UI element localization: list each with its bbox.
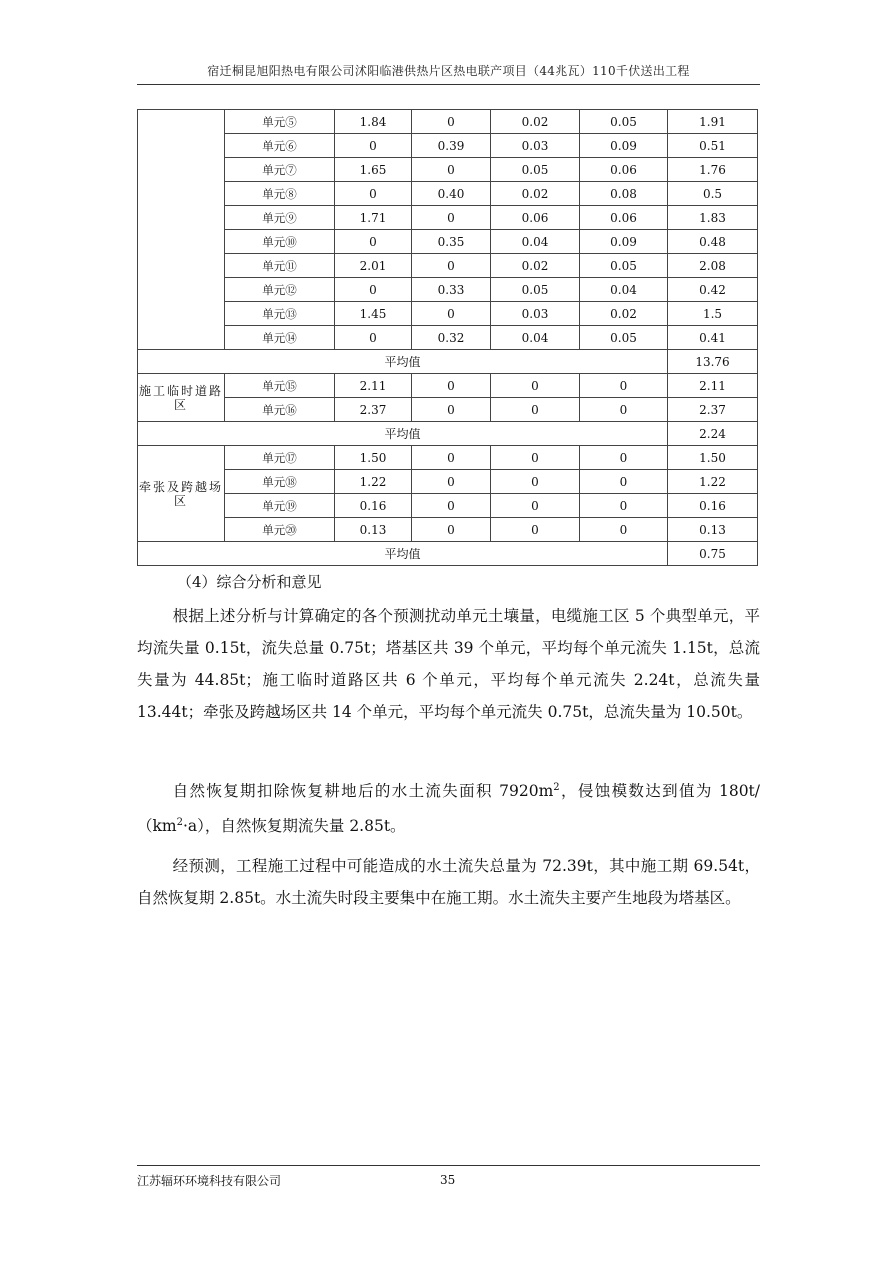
unit-cell: 单元⑪ [225, 254, 335, 278]
value-cell: 0.13 [335, 518, 412, 542]
total-cell: 0.51 [668, 134, 758, 158]
p2-text-a: 自然恢复期扣除恢复耕地后的水土流失面积 7920m [172, 782, 554, 801]
value-cell: 0 [491, 374, 580, 398]
average-label: 平均值 [138, 350, 668, 374]
region-cell [138, 110, 225, 350]
value-cell: 0 [335, 326, 412, 350]
total-cell: 0.5 [668, 182, 758, 206]
average-label: 平均值 [138, 542, 668, 566]
total-cell: 0.48 [668, 230, 758, 254]
value-cell: 0 [412, 254, 491, 278]
value-cell: 0 [412, 302, 491, 326]
value-cell: 0 [412, 470, 491, 494]
value-cell: 0 [412, 206, 491, 230]
table-row [138, 398, 758, 422]
value-cell: 0 [335, 134, 412, 158]
value-cell: 0 [491, 470, 580, 494]
unit-cell: 单元⑯ [225, 398, 335, 422]
value-cell: 0.05 [580, 110, 668, 134]
table-row [138, 110, 758, 134]
unit-cell: 单元⑱ [225, 470, 335, 494]
total-cell: 1.91 [668, 110, 758, 134]
value-cell: 0 [580, 470, 668, 494]
value-cell: 0 [412, 446, 491, 470]
page-number: 35 [440, 1173, 456, 1187]
table-row [138, 494, 758, 518]
unit-cell: 单元⑰ [225, 446, 335, 470]
value-cell: 2.11 [335, 374, 412, 398]
value-cell: 0.04 [580, 278, 668, 302]
value-cell: 0.09 [580, 134, 668, 158]
unit-cell: 单元⑤ [225, 110, 335, 134]
section-heading: （4）综合分析和意见 [177, 573, 322, 591]
value-cell: 0.03 [491, 134, 580, 158]
table-row [138, 206, 758, 230]
region-cell: 牵张及跨越场区 [138, 446, 225, 542]
total-cell: 1.76 [668, 158, 758, 182]
value-cell: 0 [580, 494, 668, 518]
value-cell: 0.04 [491, 230, 580, 254]
value-cell: 0.35 [412, 230, 491, 254]
table-row [138, 470, 758, 494]
total-cell: 2.11 [668, 374, 758, 398]
value-cell: 0.06 [580, 158, 668, 182]
value-cell: 0.06 [580, 206, 668, 230]
total-cell: 0.41 [668, 326, 758, 350]
total-cell: 0.16 [668, 494, 758, 518]
unit-cell: 单元⑧ [225, 182, 335, 206]
table-row [138, 134, 758, 158]
value-cell: 0 [580, 374, 668, 398]
paragraph-natural-recovery [137, 772, 760, 842]
value-cell: 0 [412, 374, 491, 398]
average-row [138, 422, 758, 446]
value-cell: 0 [335, 230, 412, 254]
value-cell: 0.05 [491, 278, 580, 302]
table-row [138, 278, 758, 302]
table-row [138, 302, 758, 326]
unit-cell: 单元⑩ [225, 230, 335, 254]
table-row [138, 182, 758, 206]
value-cell: 0.06 [491, 206, 580, 230]
total-cell: 2.37 [668, 398, 758, 422]
page-header-title: 宿迁桐昆旭阳热电有限公司沭阳临港供热片区热电联产项目（44兆瓦）110千伏送出工程 [207, 64, 690, 78]
p2-text-b: ，侵蚀模数达到值为 180t/（km [137, 782, 761, 836]
average-label: 平均值 [138, 422, 668, 446]
value-cell: 0 [412, 494, 491, 518]
p2-text-c: ·a），自然恢复期流失量 2.85t。 [182, 817, 406, 836]
average-value: 0.75 [668, 542, 758, 566]
value-cell: 0.03 [491, 302, 580, 326]
value-cell: 0 [335, 182, 412, 206]
value-cell: 0 [580, 398, 668, 422]
p2-sup-1: 2 [553, 782, 560, 793]
value-cell: 0 [491, 398, 580, 422]
table-row [138, 374, 758, 398]
value-cell: 1.45 [335, 302, 412, 326]
total-cell: 1.22 [668, 470, 758, 494]
total-cell: 2.08 [668, 254, 758, 278]
value-cell: 0.39 [412, 134, 491, 158]
total-cell: 0.42 [668, 278, 758, 302]
value-cell: 0.16 [335, 494, 412, 518]
table-row [138, 326, 758, 350]
value-cell: 0.05 [580, 326, 668, 350]
average-row [138, 542, 758, 566]
unit-cell: 单元⑫ [225, 278, 335, 302]
value-cell: 0.08 [580, 182, 668, 206]
footer-company: 江苏辐环环境科技有限公司 [137, 1174, 282, 1188]
unit-cell: 单元⑲ [225, 494, 335, 518]
value-cell: 1.84 [335, 110, 412, 134]
value-cell: 0.05 [580, 254, 668, 278]
table-row [138, 254, 758, 278]
value-cell: 1.65 [335, 158, 412, 182]
value-cell: 0 [491, 446, 580, 470]
total-cell: 1.83 [668, 206, 758, 230]
paragraph-analysis: 根据上述分析与计算确定的各个预测扰动单元土壤量，电缆施工区 5 个典型单元，平均流失量 0.15t，流失总量 0.75t；塔基区共 39 个单元，平均每个单元流失 1.15t，总流失量为 44.85t；施工临时道路区共 6 个单元，平均每个单元流失 2.24t，总流失量 13.44t；牵张及跨越场区共 14 个单元，平均每个单元流失 0.75t，总流失量为 10.50t。 [137, 607, 760, 721]
unit-cell: 单元⑥ [225, 134, 335, 158]
header-divider [137, 84, 760, 85]
total-cell: 0.13 [668, 518, 758, 542]
value-cell: 1.50 [335, 446, 412, 470]
footer-divider [137, 1165, 760, 1166]
value-cell: 2.37 [335, 398, 412, 422]
value-cell: 0.02 [491, 254, 580, 278]
value-cell: 0.32 [412, 326, 491, 350]
unit-cell: 单元⑨ [225, 206, 335, 230]
table-row [138, 230, 758, 254]
average-value: 2.24 [668, 422, 758, 446]
value-cell: 0 [580, 446, 668, 470]
value-cell: 0 [335, 278, 412, 302]
value-cell: 1.22 [335, 470, 412, 494]
value-cell: 0.02 [491, 110, 580, 134]
value-cell: 0.05 [491, 158, 580, 182]
unit-cell: 单元⑭ [225, 326, 335, 350]
value-cell: 0.40 [412, 182, 491, 206]
value-cell: 2.01 [335, 254, 412, 278]
value-cell: 1.71 [335, 206, 412, 230]
average-value: 13.76 [668, 350, 758, 374]
unit-cell: 单元⑮ [225, 374, 335, 398]
value-cell: 0 [491, 518, 580, 542]
total-cell: 1.50 [668, 446, 758, 470]
value-cell: 0 [412, 110, 491, 134]
region-cell: 施工临时道路区 [138, 374, 225, 422]
table-row [138, 446, 758, 470]
p2-sup-2: 2 [176, 817, 183, 829]
value-cell: 0.02 [580, 302, 668, 326]
table-row [138, 518, 758, 542]
soil-loss-table [137, 109, 758, 566]
value-cell: 0.04 [491, 326, 580, 350]
value-cell: 0 [491, 494, 580, 518]
unit-cell: 单元⑳ [225, 518, 335, 542]
value-cell: 0 [412, 518, 491, 542]
value-cell: 0.33 [412, 278, 491, 302]
paragraph-prediction: 经预测，工程施工过程中可能造成的水土流失总量为 72.39t，其中施工期 69.54t，自然恢复期 2.85t。水土流失时段主要集中在施工期。水土流失主要产生地段为塔基区。 [137, 857, 760, 907]
total-cell: 1.5 [668, 302, 758, 326]
average-row [138, 350, 758, 374]
table-row [138, 158, 758, 182]
value-cell: 0 [580, 518, 668, 542]
unit-cell: 单元⑬ [225, 302, 335, 326]
value-cell: 0 [412, 398, 491, 422]
value-cell: 0.09 [580, 230, 668, 254]
unit-cell: 单元⑦ [225, 158, 335, 182]
value-cell: 0.02 [491, 182, 580, 206]
value-cell: 0 [412, 158, 491, 182]
